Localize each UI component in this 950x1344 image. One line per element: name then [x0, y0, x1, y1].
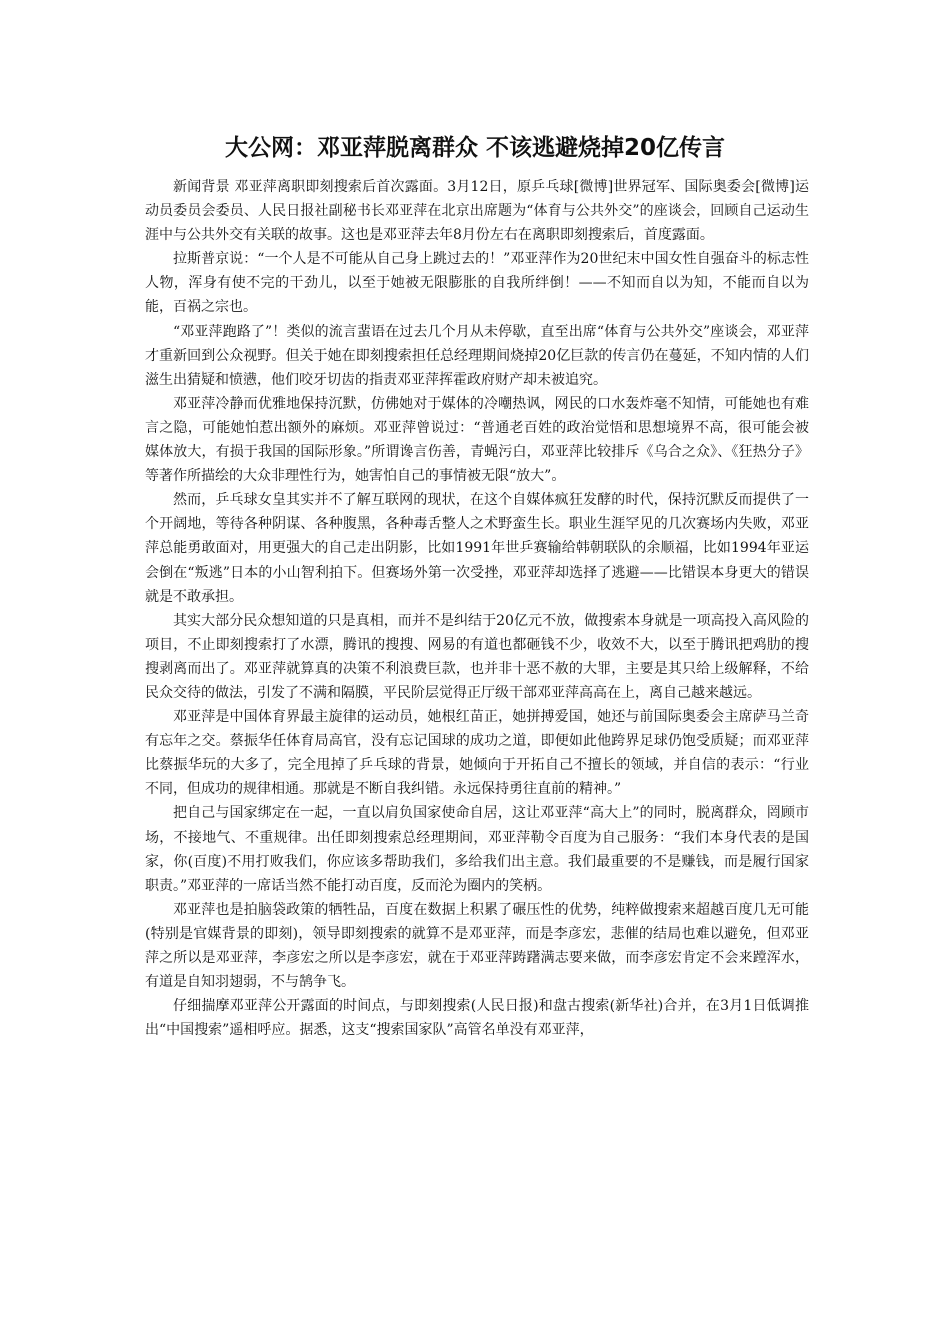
article-paragraph: 邓亚萍也是拍脑袋政策的牺牲品，百度在数据上积累了碾压性的优势，纯粹做搜索来超越百度几无可能(特别是官媒背景的即刻)，领导即刻搜索的就算不是邓亚萍，而是李彦宏，悲催的结局也难以避免，但邓亚萍之所以是邓亚萍，李彦宏之所以是李彦宏，就在于邓亚萍踌躇满志要来做，而李彦宏肯定不会来蹚浑水，有道是自知羽翅弱，不与鹄争飞。 — [145, 901, 809, 991]
article-paragraph: 然而，乒乓球女皇其实并不了解互联网的现状，在这个自媒体疯狂发酵的时代，保持沉默反而提供了一个开阔地，等待各种阴谋、各种腹黑，各种毒舌整人之术野蛮生长。职业生涯罕见的几次赛场内失败，邓亚萍总能勇敢面对，用更强大的自己走出阴影，比如1991年世乒赛输给韩朝联队的余顺福，比如1994年亚运会倒在“叛逃”日本的小山智利拍下。但赛场外第一次受挫，邓亚萍却选择了逃避——比错误本身更大的错误就是不敢承担。 — [145, 492, 809, 605]
article-paragraph: 邓亚萍是中国体育界最主旋律的运动员，她根红苗正，她拼搏爱国，她还与前国际奥委会主席萨马兰奇有忘年之交。蔡振华任体育局高官，没有忘记国球的成功之道，即便如此他跨界足球仍饱受质疑；而邓亚萍比蔡振华玩的大多了，完全甩掉了乒乓球的背景，她倾向于开拓自己不擅长的领域，并自信的表示：“行业不同，但成功的规律相通。那就是不断自我纠错。永远保持勇往直前的精神。” — [145, 709, 809, 798]
article-paragraph: 邓亚萍冷静而优雅地保持沉默，仿佛她对于媒体的冷嘲热讽，网民的口水轰炸毫不知情，可能她也有难言之隐，可能她怕惹出额外的麻烦。邓亚萍曾说过：“普通老百姓的政治觉悟和思想境界不高，很可能会被媒体放大，有损于我国的国际形象。”所谓谗言伤善，青蝇污白，邓亚萍比较排斥《乌合之众》、《狂热分子》等著作所描绘的大众非理性行为，她害怕自己的事情被无限“放大”。 — [145, 395, 809, 485]
article-paragraph: 新闻背景 邓亚萍离职即刻搜索后首次露面。3月12日，原乒乓球[微博]世界冠军、国际奥委会[微博]运动员委员会委员、人民日报社副秘书长邓亚萍在北京出席题为“体育与公共外交”的座谈会，回顾自己运动生涯中与公共外交有关联的故事。这也是邓亚萍去年8月份左右在离职即刻搜索后，首度露面。 — [145, 179, 809, 244]
article-paragraph: 把自己与国家绑定在一起，一直以肩负国家使命自居，这让邓亚萍“高大上”的同时，脱离群众，罔顾市场，不接地气、不重规律。出任即刻搜索总经理期间，邓亚萍勒令百度为自己服务：“我们本身代表的是国家，你(百度)不用打败我们，你应该多帮助我们，多给我们出主意。我们最重要的不是赚钱，而是履行国家职责。”邓亚萍的一席话当然不能打动百度，反而沦为圈内的笑柄。 — [145, 805, 809, 894]
article-paragraph: 其实大部分民众想知道的只是真相，而并不是纠结于20亿元不放，做搜索本身就是一项高投入高风险的项目，不止即刻搜索打了水漂，腾讯的搜搜、网易的有道也都砸钱不少，收效不大，以至于腾讯把鸡肋的搜搜剥离而出了。邓亚萍就算真的决策不利浪费巨款，也并非十恶不赦的大罪，主要是其只给上级解释，不给民众交待的做法，引发了不满和隔膜，平民阶层觉得正厅级干部邓亚萍高高在上，离自己越来越远。 — [145, 612, 809, 701]
article-paragraph: “邓亚萍跑路了”！类似的流言蜚语在过去几个月从未停歇，直至出席“体育与公共外交”座谈会，邓亚萍才重新回到公众视野。但关于她在即刻搜索担任总经理期间烧掉20亿巨款的传言仍在蔓延，不知内情的人们滋生出猜疑和愤懑，他们咬牙切齿的指责邓亚萍挥霍政府财产却未被追究。 — [145, 323, 809, 388]
article-title: 大公网：邓亚萍脱离群众 不该逃避烧掉20亿传言 — [224, 135, 725, 161]
article-body — [145, 175, 809, 1042]
article-paragraph: 拉斯普京说：“一个人是不可能从自己身上跳过去的！”邓亚萍作为20世纪末中国女性自强奋斗的标志性人物，浑身有使不完的干劲儿，以至于她被无限膨胀的自我所绊倒！——不知而自以为知，不能而自以为能，百祸之宗也。 — [145, 251, 809, 316]
article-paragraph: 仔细揣摩邓亚萍公开露面的时间点，与即刻搜索(人民日报)和盘古搜索(新华社)合并，在3月1日低调推出“中国搜索”遥相呼应。据悉，这支“搜索国家队”高管名单没有邓亚萍， — [145, 998, 809, 1039]
